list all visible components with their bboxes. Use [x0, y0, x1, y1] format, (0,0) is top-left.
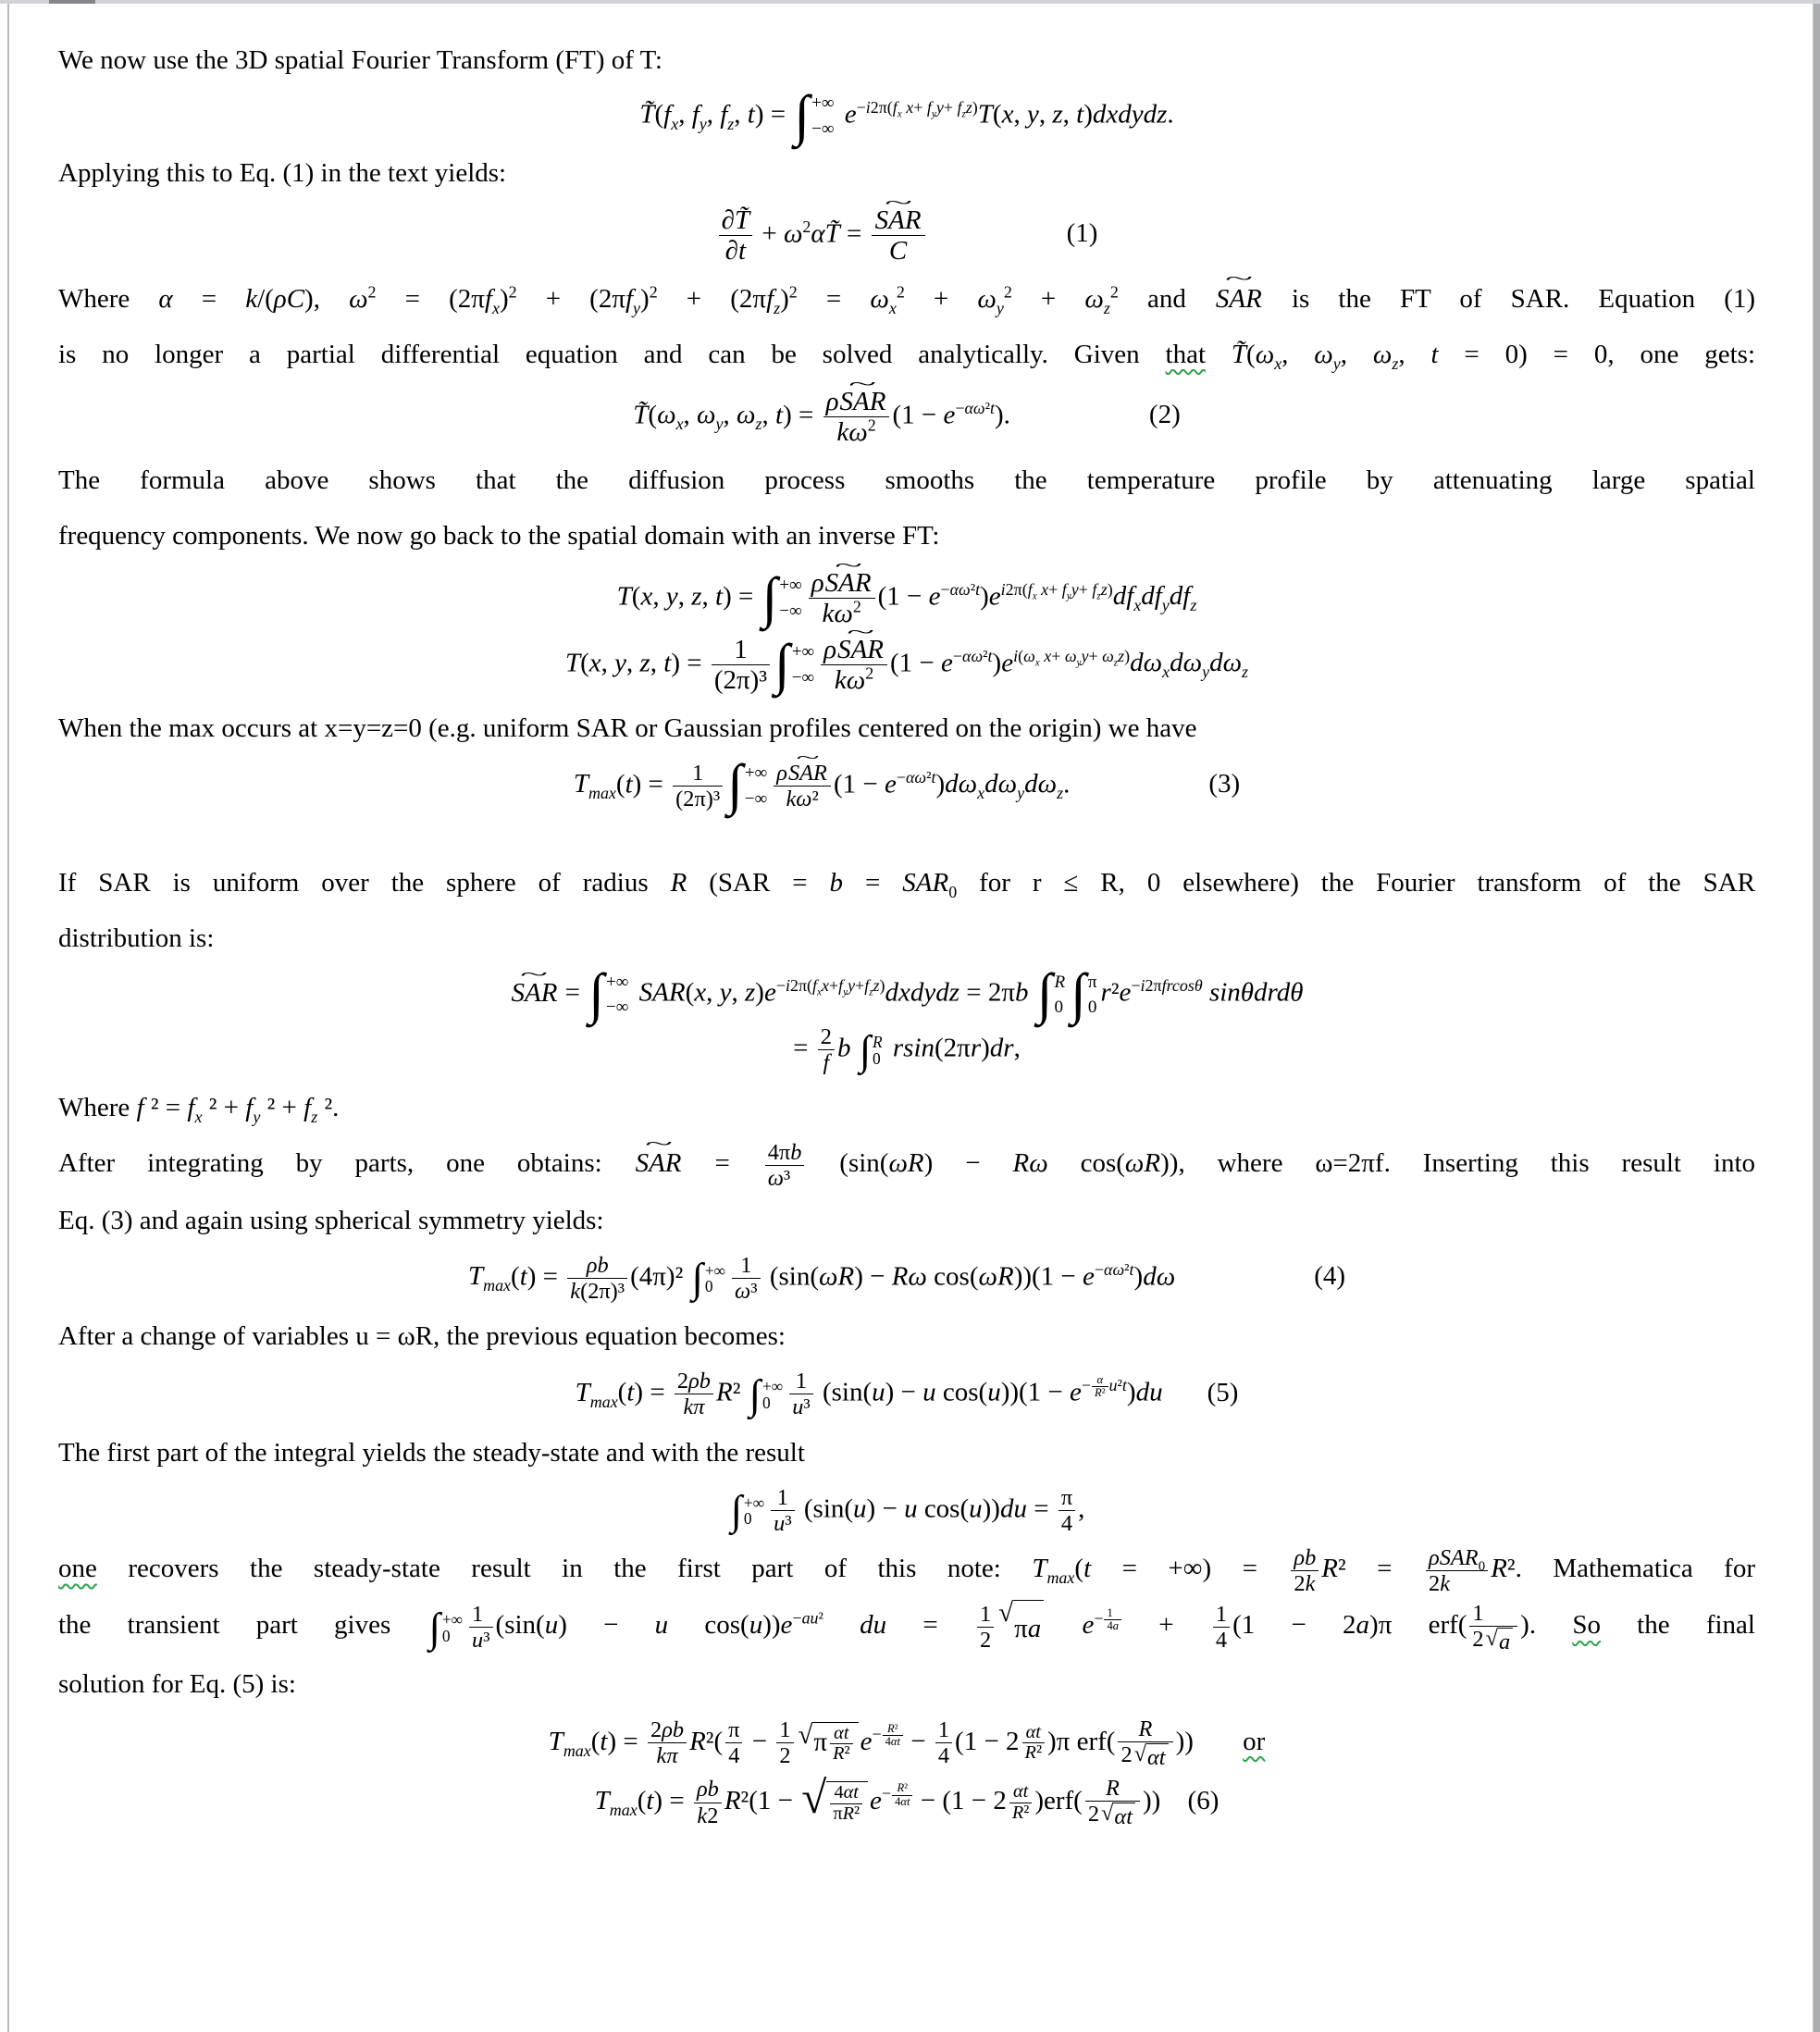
equation-5: $T_{max}(t)$ = $\frac{2\rho b}{k\pi}$ R² ∫ +∞ 0 $\frac{1}{\text{u³}}$ (sin(u) − u $\cos(u))(1 - e^{- \frac{\alpha}{\text{R²}} u^2t})du$ (5): [575, 1369, 1239, 1420]
equation-6-form-b: $T_{max}(t)$ = $\frac{\rho b}{k2}$ R²(1 − √ $\frac{4\alpha t}{\text{πR²}}$ $e^{- \frac{\text{R²}}{4\alpha t}}$ − (1 − 2 $\frac{\alpha t}{\text{R²}}$ )erf( $\frac{R}{2√\alpha t}$ )) (6): [594, 1772, 1220, 1830]
paragraph-where-f-squared: Where f $^2 = f_x$ $^2 + f_y$ $^2 + f_z$ ².: [58, 1093, 340, 1127]
paragraph-where-alpha: Where α = k/(ρC), $\omega^2 = (2\pi f_x)^2 + (2\pi f_y)^2 + (2\pi f_z)^2 = \omega_x^2 + \omega_y^2 + \omega_z^2$ and SAR ~ is the FT of SAR. Equation (1): [58, 272, 1755, 326]
paragraph-diffusion-smooths-line1: The formula above shows that the diffusion process smooths the temperature profile by attenuating large spatial: [58, 465, 1755, 495]
paragraph-no-longer-pde: is no longer a partial differential equation and can be solved analytically. Given that $T̃(\omega_x$, $\omega_y$, $\omega_z$, t = 0) = 0, one gets:: [58, 339, 1756, 373]
equation-1: $\frac{\partial T̃}{\partial t}$ + $\omega^2\alpha T̃$ = SAR ~ C (1): [58, 205, 1755, 266]
equation-2: $T̃(\omega_x$, $\omega_y$, $\omega_z$, t) = ρSAR ~ $k\omega^2$ $(1 - e^{-\alpha\omega^2t})$. (2): [58, 387, 1755, 448]
paragraph-steady-state-result-line1: one recovers the steady-state result in the first part of this note: $T_{max}(t$ = +∞) = $\frac{\rho b}{2k}$ R² = ρSAR$_0$ 2k R². Mathematica for: [58, 1544, 1755, 1597]
paragraph-steady-state-result-line2: the transient part gives ∫ +∞ 0 $\frac{1}{\text{u³}}$ (sin(u) − u $\cos(u))e^{-au^2}$ du = $\frac{1}{2}$ √πa $e^{- \frac{1}{4a}}$ + $\frac{1}{4}$ (1 − 2a)π erf( $\frac{1}{2√a}$ ). So the final: [58, 1597, 1755, 1654]
paragraph-change-of-variables: After a change of variables u = ωR, the previous equation becomes:: [58, 1321, 786, 1352]
paragraph-after-integrating-line1: After integrating by parts, one obtains: SAR ~ = $\frac{4\pi b}{\text{ω³}}$ (sin(ωR) − Rω cos(ωR)), where ω=2πf. Inserting this result into: [58, 1136, 1755, 1191]
equation-steady-state-integral: ∫ +∞ 0 $\frac{1}{\text{u³}}$ (sin(u) − u cos(u))du = $\frac{\pi}{4}$ ,: [730, 1484, 1085, 1536]
equation-3: $T_{max}(t)$ = $\frac{1}{\text{(2π)³}}$ ∫ +∞ −∞ ρSAR ~ kω² $(1 - e^{-\alpha\omega^2t})d\omega_xd\omega_yd\omega_z$. (3): [58, 761, 1755, 812]
equation-inverse-ft-omega: T(x, y, z, t) = $\frac{1}{\text{(2π)³}}$ ∫ +∞ −∞ ρSAR ~ $k\omega^2$ $(1 - e^{-\alpha\omega^2t})e^{i(\omega_x x+ \omega_yy+ \omega_zz)}d\omega_xd\omega_yd\omega_z$: [58, 635, 1755, 696]
document-content: [58, 0, 1755, 1835]
equation-6-form-a: $T_{max}(t)$ = $\frac{2\rho b}{k\pi}$ R²( $\frac{\pi}{4}$ − $\frac{1}{2}$ √π $\frac{\alpha t}{\text{R²}}$ $e^{- \frac{\text{R²}}{4\alpha t}}$ − $\frac{1}{4}$ (1 − 2 $\frac{\alpha t}{\text{R²}}$ )π erf( $\frac{R}{2√\alpha t}$ )) or: [548, 1716, 1266, 1770]
equation-ft-definition: $T̃(f_x$, $f_y$, $f_z$, t) = ∫ +∞ −∞ $e^{-i2\pi(f_x x+ f_yy+ f_zz)}T(x$, y, z, t)dxdydz.: [639, 85, 1174, 147]
paragraph-diffusion-smooths-line2: frequency components. We now go back to the spatial domain with an inverse FT:: [58, 520, 940, 551]
paragraph-sar-uniform-sphere-line2: distribution is:: [58, 923, 215, 954]
equation-sar-fourier-reduced: = $\frac{2}{f}$ b ∫ R 0 rsin(2πr)dr,: [793, 1023, 1021, 1076]
paragraph-intro-ft: We now use the 3D spatial Fourier Transform (FT) of T:: [58, 45, 662, 75]
vertical-scrollbar-track[interactable]: [1813, 4, 1820, 2032]
paragraph-max-at-origin: When the max occurs at x=y=z=0 (e.g. uniform SAR or Gaussian profiles centered on the origin) we have: [58, 712, 1197, 743]
paragraph-steady-state-result-line3: solution for Eq. (5) is:: [58, 1668, 296, 1699]
paragraph-first-part-integral: The first part of the integral yields the steady-state and with the result: [58, 1437, 805, 1468]
paragraph-sar-uniform-sphere-line1: If SAR is uniform over the sphere of radius R ($SAR = b = SAR_0$ for r ≤ R, 0 elsewhere) the Fourier transform of the SAR: [58, 868, 1755, 901]
paragraph-after-integrating-line2: Eq. (3) and again using spherical symmetry yields:: [58, 1205, 604, 1235]
page-left-border: [7, 4, 9, 2032]
equation-4: $T_{max}(t)$ = $\frac{\rho b}{\text{k(2π)³}}$ (4π)² ∫ +∞ 0 $\frac{1}{\text{ω³}}$ (sin(ωR) − Rω $\cos(\omega R))(1 - e^{-\alpha\omega^2t})d\omega$ (4): [467, 1252, 1346, 1304]
equation-inverse-ft-frequency: T(x, y, z, t) = ∫ +∞ −∞ ρSAR ~ $k\omega^2$ $(1 - e^{-\alpha\omega^2t})e^{i2\pi(f_x x+ f_yy+ f_zz)}df_xdf_ydf_z$: [58, 568, 1755, 629]
paragraph-applying: Applying this to Eq. (1) in the text yields:: [58, 157, 507, 188]
equation-sar-fourier-transform: SAR ~ = ∫ +∞ −∞ SAR(x, y, $z)e^{-i2\pi(f_xx+f_yy+f_zz)}dxdydz = 2\pi b$ ∫ R 0 ∫ π 0 $r^2e^{-i2\pi frcos\theta}$ sinθdrdθ: [58, 971, 1755, 1019]
